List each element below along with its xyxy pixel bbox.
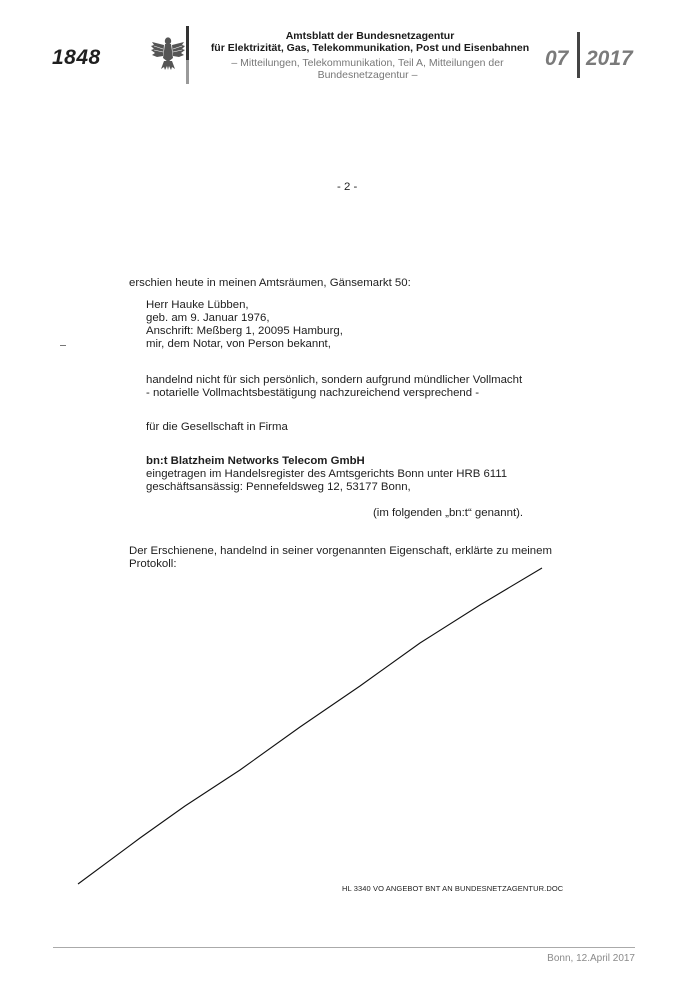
intro-text: erschien heute in meinen Amtsräumen, Gänsemarkt 50: [129,277,411,289]
header-title-line1: Amtsblatt der Bundesnetzagentur [285,30,455,42]
footer-divider [53,947,635,948]
acting-line: handelnd nicht für sich persönlich, sondern aufgrund mündlicher Vollmacht [146,374,523,386]
person-line: Herr Hauke Lübben, [146,299,249,311]
company-name: bn:t Blatzheim Networks Telecom GmbH [146,455,365,467]
header-title-line2: für Elektrizität, Gas, Telekommunikation, Post und Eisenbahnen [210,42,530,54]
person-line: geb. am 9. Januar 1976, [146,312,270,324]
page-number: 1848 [52,46,101,69]
footer-date: Bonn, 12.April 2017 [547,953,635,964]
company-alias: (im folgenden „bn:t“ genannt). [373,507,524,519]
header-subtitle: – Mitteilungen, Telekommunikation, Teil A, Mitteilungen der Bundesnetzagentur – [231,57,504,81]
declaration-line: Protokoll: [129,558,177,570]
issue-year: 2017 [586,47,633,70]
issue-number: 07 [545,47,569,70]
document-filename: HL 3340 VO ANGEBOT BNT AN BUNDESNETZAGENTUR.DOC [342,884,564,893]
page-marker: - 2 - [337,181,358,193]
company-register: eingetragen im Handelsregister des Amtsgerichts Bonn unter HRB 6111 [146,468,508,480]
for-company-text: für die Gesellschaft in Firma [146,421,288,433]
declaration-line: Der Erschienene, handelnd in seiner vorgenannten Eigenschaft, erklärte zu meinem [129,545,552,557]
person-line: Anschrift: Meßberg 1, 20095 Hamburg, [146,325,343,337]
person-line: mir, dem Notar, von Person bekannt, [146,338,331,350]
company-address: geschäftsansässig: Pennefeldsweg 12, 53177 Bonn, [146,481,411,493]
acting-line: - notarielle Vollmachtsbestätigung nachzureichend versprechend - [146,387,480,399]
